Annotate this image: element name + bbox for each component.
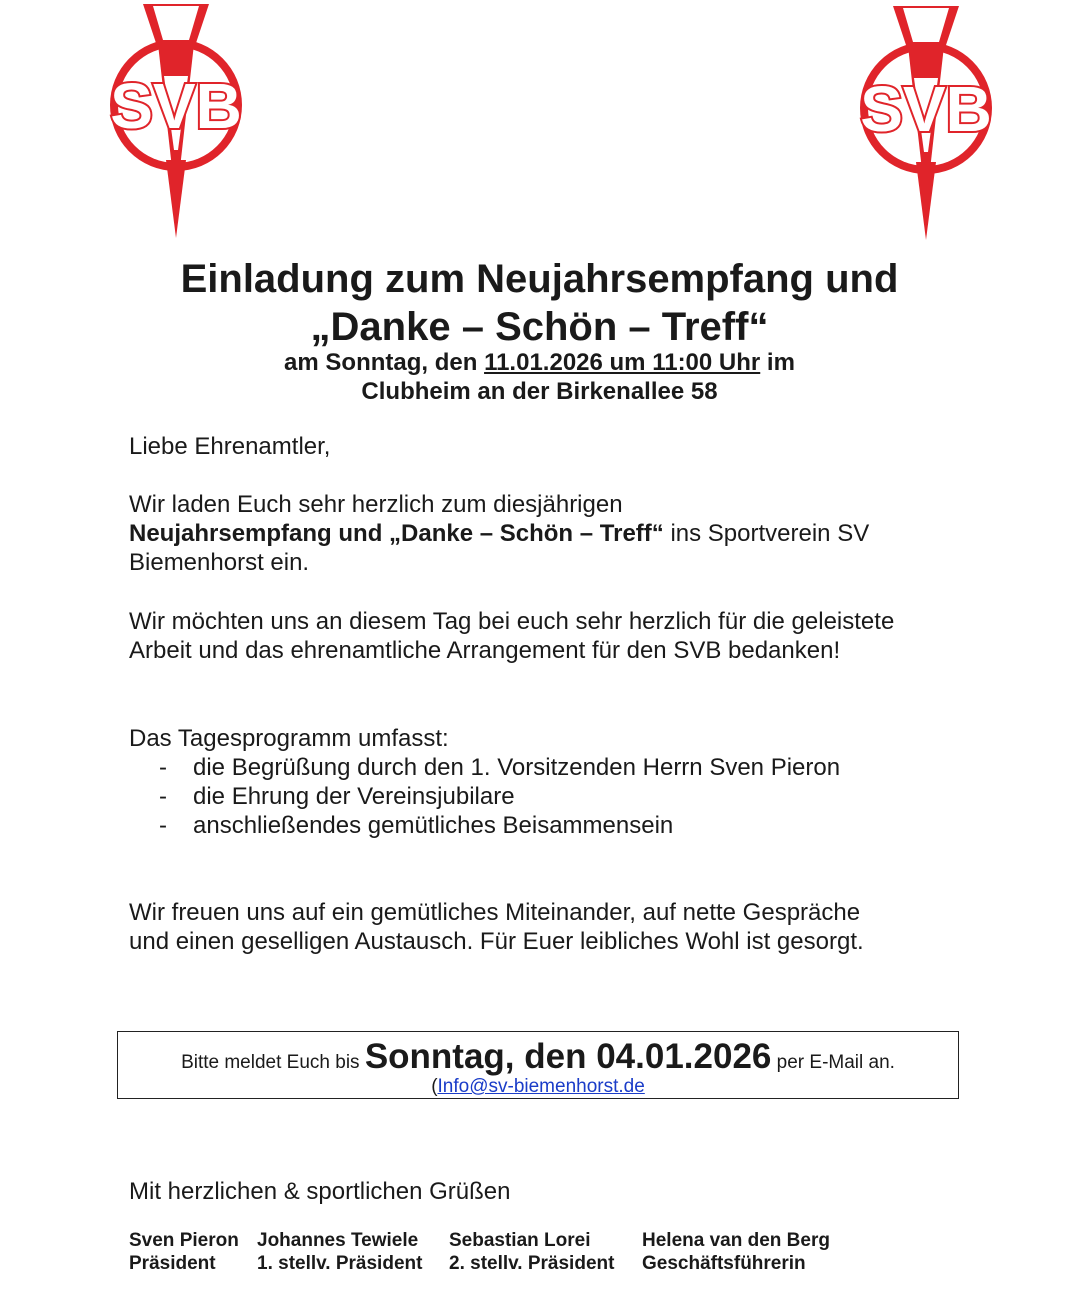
- date-prefix: am Sonntag, den: [284, 349, 485, 376]
- svb-crest-graphic: [846, 0, 1006, 245]
- invite-event-name: Neujahrsempfang und „Danke – Schön – Treff“: [129, 520, 664, 547]
- invite-line-3: Biemenhorst ein.: [129, 549, 310, 576]
- signature-managing-director: [642, 1229, 830, 1275]
- invite-line-1: Wir laden Euch sehr herzlich zum diesjährigen: [129, 491, 623, 518]
- greeting: Liebe Ehrenamtler,: [129, 433, 331, 460]
- invitation-paragraph: [129, 490, 969, 577]
- logo-text: SVB: [110, 70, 242, 142]
- rsvp-box: [117, 1031, 959, 1099]
- date-suffix: im: [760, 349, 795, 376]
- signature-vice-president-1: [257, 1229, 422, 1275]
- rsvp-paren: (: [431, 1076, 438, 1097]
- rsvp-prefix: Bitte meldet Euch bis: [181, 1052, 365, 1073]
- list-item: - die Begrüßung durch den 1. Vorsitzenden Herrn Sven Pieron: [155, 753, 840, 782]
- thanks-paragraph: [129, 607, 969, 665]
- closing-paragraph: [129, 898, 969, 956]
- signature-role: 1. stellv. Präsident: [257, 1253, 423, 1274]
- invitation-title: Einladung zum Neujahrsempfang und: [180, 257, 899, 301]
- list-item: - anschließendes gemütliches Beisammensein: [155, 811, 840, 840]
- invitation-subtitle: „Danke – Schön – Treff“: [310, 305, 769, 349]
- closing-line-2: und einen geselligen Austausch. Für Euer leibliches Wohl ist gesorgt.: [129, 928, 864, 955]
- rsvp-email-line: [118, 1076, 958, 1098]
- signature-name: Helena van den Berg: [642, 1230, 830, 1251]
- signature-vice-president-2: [449, 1229, 614, 1275]
- signature-name: Sebastian Lorei: [449, 1230, 591, 1251]
- signature-role: Präsident: [129, 1253, 216, 1274]
- rsvp-deadline-date: Sonntag, den 04.01.2026: [364, 1037, 772, 1076]
- signature-role: 2. stellv. Präsident: [449, 1253, 615, 1274]
- closing-line-1: Wir freuen uns auf ein gemütliches Miteinander, auf nette Gespräche: [129, 899, 861, 926]
- rsvp-suffix: per E-Mail an.: [771, 1052, 895, 1073]
- club-logo-right: [846, 0, 1006, 245]
- signature-name: Sven Pieron: [129, 1230, 239, 1251]
- signature-role: Geschäftsführerin: [642, 1253, 806, 1274]
- logo-text: SVB: [860, 73, 992, 145]
- svb-crest-graphic: [96, 0, 256, 245]
- event-date-line: [0, 348, 1079, 378]
- regards: Mit herzlichen & sportlichen Grüßen: [129, 1178, 511, 1205]
- signature-name: Johannes Tewiele: [257, 1230, 419, 1251]
- club-logo-left: [96, 0, 256, 245]
- signature-president: [129, 1229, 239, 1275]
- list-item: - die Ehrung der Vereinsjubilare: [155, 782, 840, 811]
- invite-line-2-rest: ins Sportverein SV: [663, 520, 870, 547]
- event-location: Clubheim an der Birkenallee 58: [361, 378, 718, 405]
- program-list: [155, 753, 840, 840]
- rsvp-email-link[interactable]: Info@sv-biemenhorst.de: [437, 1076, 645, 1097]
- event-date-time: 11.01.2026 um 11:00 Uhr: [484, 349, 761, 376]
- program-title: Das Tagesprogramm umfasst:: [129, 725, 449, 752]
- thanks-line-2: Arbeit und das ehrenamtliche Arrangement für den SVB bedanken!: [129, 637, 841, 664]
- thanks-line-1: Wir möchten uns an diesem Tag bei euch sehr herzlich für die geleistete: [129, 608, 895, 635]
